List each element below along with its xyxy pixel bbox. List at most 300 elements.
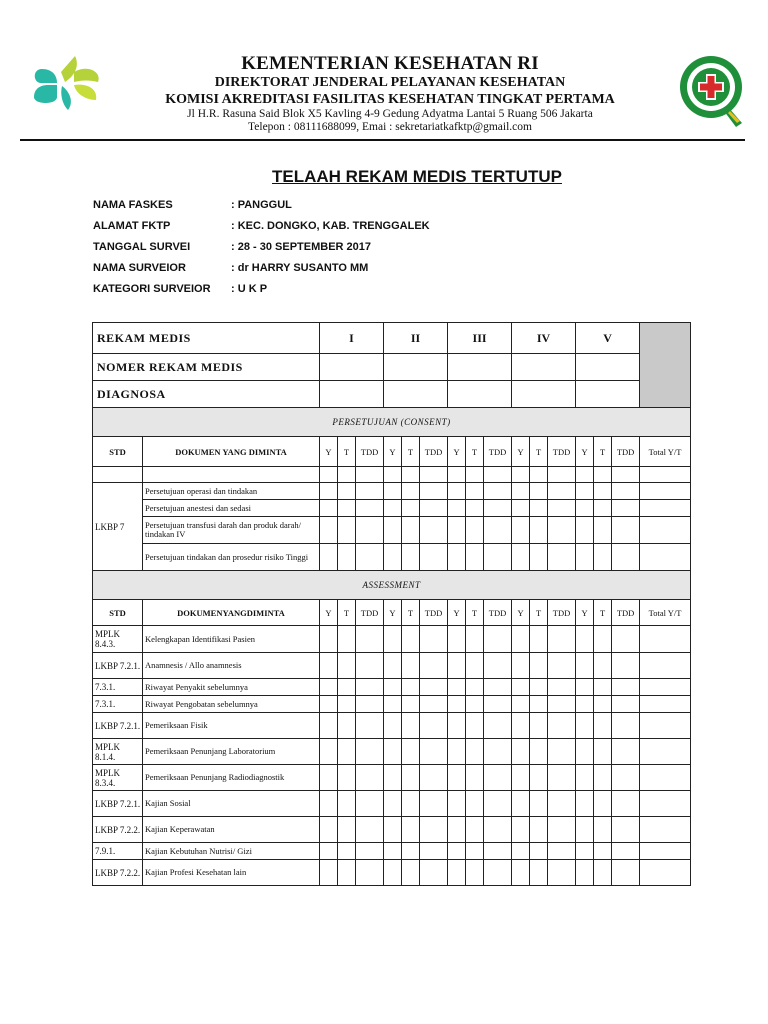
check-cell[interactable] <box>530 483 548 500</box>
check-cell[interactable] <box>466 679 484 696</box>
check-cell[interactable] <box>512 765 530 791</box>
check-cell[interactable] <box>384 860 402 886</box>
check-cell[interactable] <box>640 626 691 653</box>
check-cell[interactable] <box>338 626 356 653</box>
check-cell[interactable] <box>576 500 594 517</box>
check-cell[interactable] <box>384 544 402 571</box>
check-cell[interactable] <box>484 817 512 843</box>
check-cell[interactable] <box>548 739 576 765</box>
blank-row <box>93 467 691 483</box>
check-cell[interactable] <box>640 817 691 843</box>
check-cell[interactable] <box>594 544 612 571</box>
record-entry-cell[interactable] <box>448 381 512 408</box>
record-entry-cell[interactable] <box>384 381 448 408</box>
blank-cell <box>448 467 466 483</box>
info-label: NAMA FASKES <box>93 199 173 211</box>
check-cell[interactable] <box>320 739 338 765</box>
check-cell[interactable] <box>356 626 384 653</box>
check-cell[interactable] <box>448 739 466 765</box>
check-cell[interactable] <box>448 544 466 571</box>
status-column-header: T <box>402 600 420 626</box>
check-cell[interactable] <box>420 791 448 817</box>
check-cell[interactable] <box>338 765 356 791</box>
check-cell[interactable] <box>612 679 640 696</box>
check-cell[interactable] <box>576 544 594 571</box>
check-cell[interactable] <box>466 696 484 713</box>
assessment-item-row <box>93 791 691 817</box>
check-cell[interactable] <box>612 860 640 886</box>
check-cell[interactable] <box>338 653 356 679</box>
check-cell[interactable] <box>338 679 356 696</box>
std-code: LKBP 7.2.2. <box>93 860 143 886</box>
check-cell[interactable] <box>356 653 384 679</box>
check-cell[interactable] <box>576 765 594 791</box>
blank-cell <box>320 467 338 483</box>
check-cell[interactable] <box>466 817 484 843</box>
check-cell[interactable] <box>512 817 530 843</box>
check-cell[interactable] <box>420 765 448 791</box>
check-cell[interactable] <box>466 843 484 860</box>
check-cell[interactable] <box>402 765 420 791</box>
letterhead-divider <box>20 139 745 141</box>
check-cell[interactable] <box>530 739 548 765</box>
check-cell[interactable] <box>384 817 402 843</box>
check-cell[interactable] <box>594 739 612 765</box>
check-cell[interactable] <box>402 679 420 696</box>
check-cell[interactable] <box>420 713 448 739</box>
check-cell[interactable] <box>548 817 576 843</box>
check-cell[interactable] <box>384 679 402 696</box>
check-cell[interactable] <box>338 483 356 500</box>
check-cell[interactable] <box>548 860 576 886</box>
check-cell[interactable] <box>612 791 640 817</box>
check-cell[interactable] <box>402 739 420 765</box>
check-cell[interactable] <box>356 500 384 517</box>
document-name: Kajian Keperawatan <box>143 817 320 843</box>
check-cell[interactable] <box>338 817 356 843</box>
status-column-header: T <box>466 600 484 626</box>
check-cell[interactable] <box>640 696 691 713</box>
check-cell[interactable] <box>320 860 338 886</box>
check-cell[interactable] <box>576 483 594 500</box>
check-cell[interactable] <box>548 679 576 696</box>
check-cell[interactable] <box>320 765 338 791</box>
check-cell[interactable] <box>530 843 548 860</box>
check-cell[interactable] <box>594 817 612 843</box>
check-cell[interactable] <box>530 765 548 791</box>
check-cell[interactable] <box>356 860 384 886</box>
check-cell[interactable] <box>594 791 612 817</box>
check-cell[interactable] <box>448 517 466 544</box>
check-cell[interactable] <box>484 653 512 679</box>
check-cell[interactable] <box>402 500 420 517</box>
check-cell[interactable] <box>640 544 691 571</box>
check-cell[interactable] <box>512 713 530 739</box>
check-cell[interactable] <box>448 765 466 791</box>
check-cell[interactable] <box>402 626 420 653</box>
patient-column-header: II <box>384 323 448 354</box>
check-cell[interactable] <box>594 765 612 791</box>
check-cell[interactable] <box>512 791 530 817</box>
check-cell[interactable] <box>548 653 576 679</box>
check-cell[interactable] <box>384 765 402 791</box>
check-cell[interactable] <box>484 483 512 500</box>
check-cell[interactable] <box>530 713 548 739</box>
check-cell[interactable] <box>530 817 548 843</box>
check-cell[interactable] <box>384 713 402 739</box>
check-cell[interactable] <box>320 817 338 843</box>
check-cell[interactable] <box>640 739 691 765</box>
check-cell[interactable] <box>576 696 594 713</box>
assessment-item-row <box>93 713 691 739</box>
status-column-header: T <box>466 437 484 467</box>
record-entry-cell[interactable] <box>448 354 512 381</box>
check-cell[interactable] <box>402 860 420 886</box>
check-cell[interactable] <box>320 696 338 713</box>
consent-item-row <box>93 517 691 544</box>
check-cell[interactable] <box>512 483 530 500</box>
check-cell[interactable] <box>402 791 420 817</box>
check-cell[interactable] <box>512 626 530 653</box>
check-cell[interactable] <box>484 765 512 791</box>
check-cell[interactable] <box>484 679 512 696</box>
check-cell[interactable] <box>338 739 356 765</box>
patient-column-header: IV <box>512 323 576 354</box>
check-cell[interactable] <box>356 544 384 571</box>
check-cell[interactable] <box>512 544 530 571</box>
check-cell[interactable] <box>530 696 548 713</box>
check-cell[interactable] <box>420 739 448 765</box>
section-title-row <box>93 408 691 437</box>
check-cell[interactable] <box>594 483 612 500</box>
check-cell[interactable] <box>384 653 402 679</box>
check-cell[interactable] <box>548 791 576 817</box>
check-cell[interactable] <box>402 696 420 713</box>
check-cell[interactable] <box>640 713 691 739</box>
check-cell[interactable] <box>548 626 576 653</box>
check-cell[interactable] <box>484 517 512 544</box>
check-cell[interactable] <box>448 843 466 860</box>
check-cell[interactable] <box>548 544 576 571</box>
status-column-header: Y <box>448 600 466 626</box>
check-cell[interactable] <box>420 544 448 571</box>
check-cell[interactable] <box>356 696 384 713</box>
check-cell[interactable] <box>402 544 420 571</box>
check-cell[interactable] <box>320 653 338 679</box>
check-cell[interactable] <box>320 500 338 517</box>
check-cell[interactable] <box>356 713 384 739</box>
check-cell[interactable] <box>530 544 548 571</box>
check-cell[interactable] <box>640 483 691 500</box>
check-cell[interactable] <box>612 713 640 739</box>
check-cell[interactable] <box>594 843 612 860</box>
check-cell[interactable] <box>640 517 691 544</box>
check-cell[interactable] <box>612 483 640 500</box>
check-cell[interactable] <box>576 843 594 860</box>
assessment-item-row <box>93 860 691 886</box>
patient-column-header: V <box>576 323 640 354</box>
check-cell[interactable] <box>448 791 466 817</box>
check-cell[interactable] <box>338 696 356 713</box>
check-cell[interactable] <box>320 517 338 544</box>
check-cell[interactable] <box>612 696 640 713</box>
check-cell[interactable] <box>338 500 356 517</box>
check-cell[interactable] <box>402 517 420 544</box>
check-cell[interactable] <box>356 817 384 843</box>
check-cell[interactable] <box>530 626 548 653</box>
check-cell[interactable] <box>640 679 691 696</box>
check-cell[interactable] <box>356 679 384 696</box>
check-cell[interactable] <box>402 817 420 843</box>
check-cell[interactable] <box>448 626 466 653</box>
check-cell[interactable] <box>420 626 448 653</box>
check-cell[interactable] <box>594 653 612 679</box>
check-cell[interactable] <box>576 791 594 817</box>
check-cell[interactable] <box>548 713 576 739</box>
check-cell[interactable] <box>548 696 576 713</box>
check-cell[interactable] <box>384 739 402 765</box>
check-cell[interactable] <box>384 517 402 544</box>
check-cell[interactable] <box>640 500 691 517</box>
check-cell[interactable] <box>484 696 512 713</box>
std-code: MPLK 8.4.3. <box>93 626 143 653</box>
check-cell[interactable] <box>512 517 530 544</box>
check-cell[interactable] <box>320 791 338 817</box>
check-cell[interactable] <box>594 860 612 886</box>
check-cell[interactable] <box>530 653 548 679</box>
blank-cell <box>640 467 691 483</box>
status-column-header: T <box>402 437 420 467</box>
record-entry-cell[interactable] <box>512 381 576 408</box>
check-cell[interactable] <box>420 653 448 679</box>
check-cell[interactable] <box>512 739 530 765</box>
check-cell[interactable] <box>466 860 484 886</box>
check-cell[interactable] <box>594 679 612 696</box>
check-cell[interactable] <box>612 765 640 791</box>
check-cell[interactable] <box>448 860 466 886</box>
check-cell[interactable] <box>338 791 356 817</box>
status-column-header: Y <box>576 600 594 626</box>
check-cell[interactable] <box>384 500 402 517</box>
check-cell[interactable] <box>466 517 484 544</box>
check-cell[interactable] <box>338 843 356 860</box>
check-cell[interactable] <box>356 791 384 817</box>
check-cell[interactable] <box>530 860 548 886</box>
status-column-header: Y <box>448 437 466 467</box>
check-cell[interactable] <box>594 626 612 653</box>
check-cell[interactable] <box>320 843 338 860</box>
check-cell[interactable] <box>548 517 576 544</box>
check-cell[interactable] <box>576 653 594 679</box>
document-name: Persetujuan operasi dan tindakan <box>143 483 320 500</box>
check-cell[interactable] <box>548 765 576 791</box>
check-cell[interactable] <box>320 679 338 696</box>
assessment-item-row <box>93 679 691 696</box>
std-code: LKBP 7.2.2. <box>93 817 143 843</box>
check-cell[interactable] <box>484 843 512 860</box>
check-cell[interactable] <box>466 653 484 679</box>
check-cell[interactable] <box>384 843 402 860</box>
check-cell[interactable] <box>402 483 420 500</box>
check-cell[interactable] <box>338 517 356 544</box>
medical-record-review-table <box>92 322 691 886</box>
check-cell[interactable] <box>594 713 612 739</box>
check-cell[interactable] <box>320 483 338 500</box>
consent-item-row <box>93 500 691 517</box>
check-cell[interactable] <box>420 679 448 696</box>
check-cell[interactable] <box>576 517 594 544</box>
blank-cell <box>530 467 548 483</box>
check-cell[interactable] <box>640 653 691 679</box>
assessment-item-row <box>93 843 691 860</box>
check-cell[interactable] <box>466 765 484 791</box>
check-cell[interactable] <box>576 860 594 886</box>
record-entry-cell[interactable] <box>576 381 640 408</box>
check-cell[interactable] <box>420 860 448 886</box>
check-cell[interactable] <box>612 739 640 765</box>
check-cell[interactable] <box>448 500 466 517</box>
record-entry-cell[interactable] <box>320 354 384 381</box>
check-cell[interactable] <box>576 626 594 653</box>
check-cell[interactable] <box>320 544 338 571</box>
check-cell[interactable] <box>338 544 356 571</box>
check-cell[interactable] <box>612 544 640 571</box>
check-cell[interactable] <box>356 765 384 791</box>
check-cell[interactable] <box>320 713 338 739</box>
status-column-header: Y <box>320 437 338 467</box>
check-cell[interactable] <box>640 765 691 791</box>
document-name: Riwayat Penyakit sebelumnya <box>143 679 320 696</box>
patient-column-header: I <box>320 323 384 354</box>
check-cell[interactable] <box>356 483 384 500</box>
check-cell[interactable] <box>384 696 402 713</box>
check-cell[interactable] <box>484 626 512 653</box>
status-column-header: Y <box>320 600 338 626</box>
check-cell[interactable] <box>420 517 448 544</box>
check-cell[interactable] <box>484 713 512 739</box>
check-cell[interactable] <box>612 653 640 679</box>
check-cell[interactable] <box>420 483 448 500</box>
check-cell[interactable] <box>356 843 384 860</box>
check-cell[interactable] <box>530 679 548 696</box>
check-cell[interactable] <box>640 843 691 860</box>
check-cell[interactable] <box>384 791 402 817</box>
check-cell[interactable] <box>512 696 530 713</box>
check-cell[interactable] <box>484 544 512 571</box>
check-cell[interactable] <box>548 500 576 517</box>
record-entry-cell[interactable] <box>576 354 640 381</box>
check-cell[interactable] <box>512 500 530 517</box>
blank-cell <box>512 467 530 483</box>
check-cell[interactable] <box>402 653 420 679</box>
kemenkes-logo <box>28 52 104 114</box>
check-cell[interactable] <box>420 843 448 860</box>
check-cell[interactable] <box>402 843 420 860</box>
check-cell[interactable] <box>466 739 484 765</box>
check-cell[interactable] <box>448 679 466 696</box>
record-entry-cell[interactable] <box>512 354 576 381</box>
check-cell[interactable] <box>576 817 594 843</box>
status-column-header: T <box>530 437 548 467</box>
record-entry-cell[interactable] <box>320 381 384 408</box>
check-cell[interactable] <box>384 483 402 500</box>
check-cell[interactable] <box>548 483 576 500</box>
check-cell[interactable] <box>512 679 530 696</box>
blank-cell <box>484 467 512 483</box>
check-cell[interactable] <box>448 696 466 713</box>
check-cell[interactable] <box>612 626 640 653</box>
check-cell[interactable] <box>484 860 512 886</box>
check-cell[interactable] <box>576 739 594 765</box>
check-cell[interactable] <box>484 791 512 817</box>
check-cell[interactable] <box>512 653 530 679</box>
status-column-header: TDD <box>548 437 576 467</box>
check-cell[interactable] <box>612 500 640 517</box>
check-cell[interactable] <box>320 626 338 653</box>
info-value: : dr HARRY SUSANTO MM <box>231 262 369 274</box>
check-cell[interactable] <box>594 696 612 713</box>
check-cell[interactable] <box>448 483 466 500</box>
check-cell[interactable] <box>530 500 548 517</box>
check-cell[interactable] <box>594 500 612 517</box>
check-cell[interactable] <box>420 500 448 517</box>
check-cell[interactable] <box>530 517 548 544</box>
check-cell[interactable] <box>466 500 484 517</box>
check-cell[interactable] <box>448 653 466 679</box>
check-cell[interactable] <box>512 860 530 886</box>
check-cell[interactable] <box>576 713 594 739</box>
check-cell[interactable] <box>594 517 612 544</box>
record-entry-cell[interactable] <box>384 354 448 381</box>
check-cell[interactable] <box>612 517 640 544</box>
check-cell[interactable] <box>640 791 691 817</box>
check-cell[interactable] <box>484 500 512 517</box>
check-cell[interactable] <box>548 843 576 860</box>
check-cell[interactable] <box>384 626 402 653</box>
check-cell[interactable] <box>466 544 484 571</box>
check-cell[interactable] <box>466 713 484 739</box>
record-row-label: NOMER REKAM MEDIS <box>93 354 320 381</box>
check-cell[interactable] <box>530 791 548 817</box>
check-cell[interactable] <box>466 626 484 653</box>
document-name: Kelengkapan Identifikasi Pasien <box>143 626 320 653</box>
document-column-header: DOKUMENYANGDIMINTA <box>143 600 320 626</box>
check-cell[interactable] <box>420 817 448 843</box>
status-column-header: Y <box>384 437 402 467</box>
check-cell[interactable] <box>466 483 484 500</box>
check-cell[interactable] <box>612 817 640 843</box>
check-cell[interactable] <box>338 713 356 739</box>
check-cell[interactable] <box>448 713 466 739</box>
check-cell[interactable] <box>448 817 466 843</box>
record-header-row <box>93 381 691 408</box>
check-cell[interactable] <box>420 696 448 713</box>
check-cell[interactable] <box>512 843 530 860</box>
document-name: Pemeriksaan Fisik <box>143 713 320 739</box>
check-cell[interactable] <box>576 679 594 696</box>
check-cell[interactable] <box>402 713 420 739</box>
check-cell[interactable] <box>356 739 384 765</box>
check-cell[interactable] <box>484 739 512 765</box>
check-cell[interactable] <box>612 843 640 860</box>
check-cell[interactable] <box>640 860 691 886</box>
shaded-corner-cell <box>640 323 691 408</box>
check-cell[interactable] <box>466 791 484 817</box>
ministry-name: KEMENTERIAN KESEHATAN RI <box>241 53 539 74</box>
status-column-header: T <box>530 600 548 626</box>
check-cell[interactable] <box>338 860 356 886</box>
check-cell[interactable] <box>356 517 384 544</box>
